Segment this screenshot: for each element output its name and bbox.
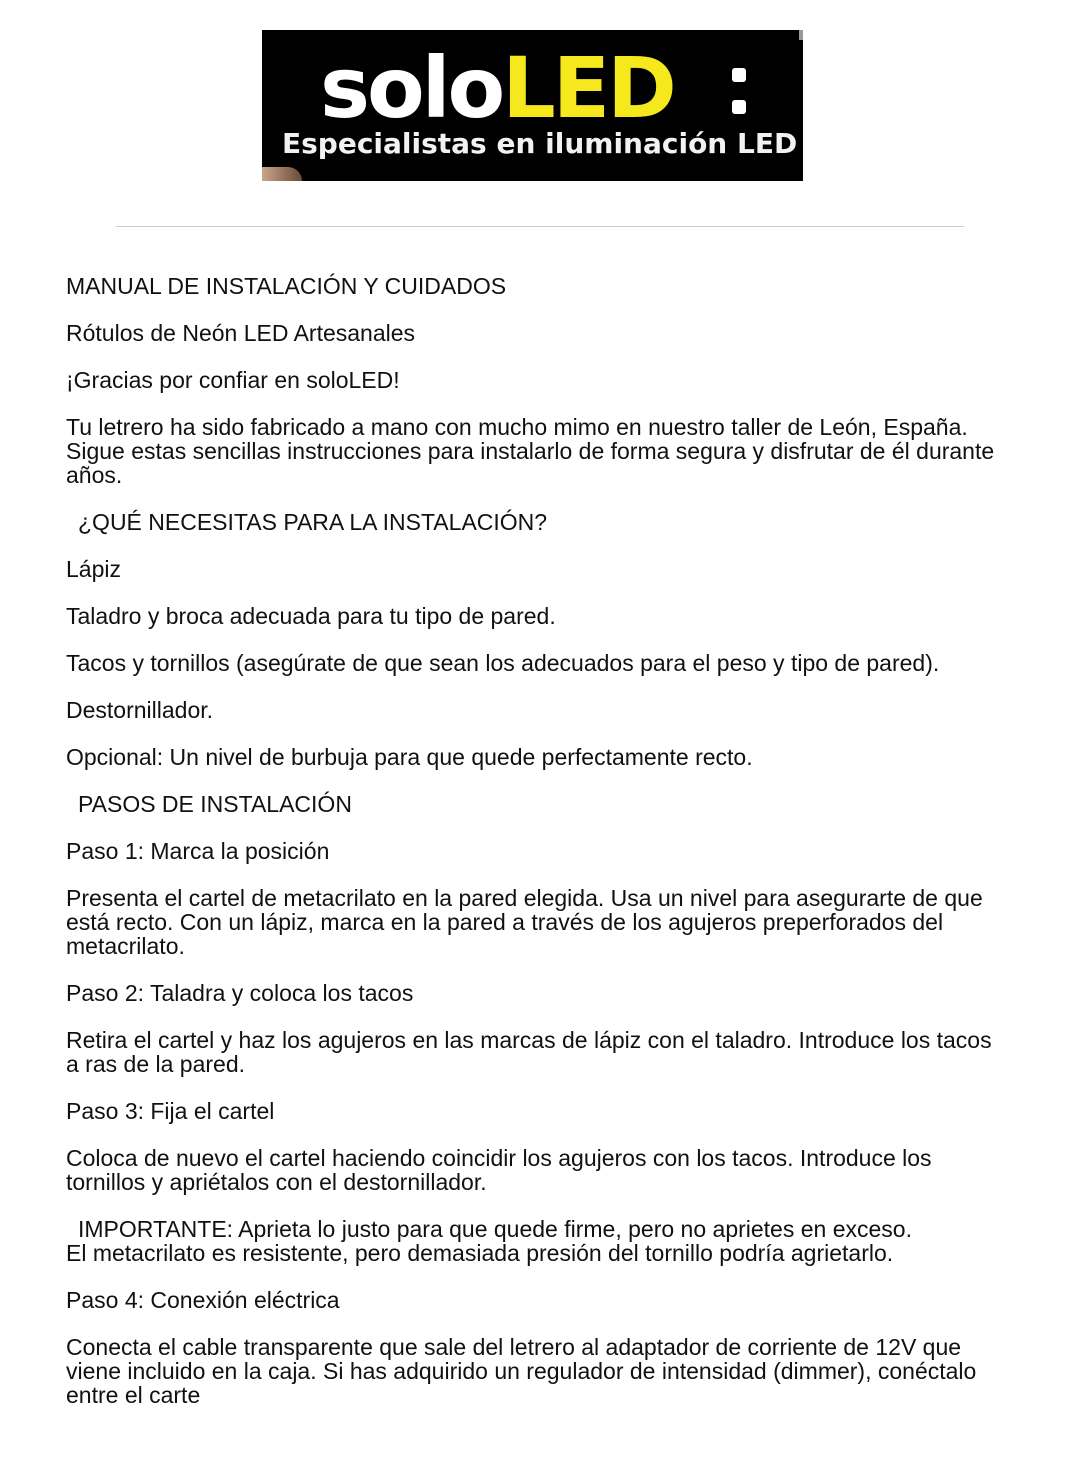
- logo-tagline: Especialistas en iluminación LED: [282, 127, 798, 160]
- important-line-2: El metacrilato es resistente, pero demasiada presión del tornillo podría agrietarlo.: [66, 1240, 894, 1266]
- manual-content: [66, 274, 1006, 1430]
- step-title: Paso 4: Conexión eléctrica: [66, 1287, 340, 1313]
- needs-item: Destornillador.: [66, 697, 214, 723]
- step-body: Retira el cartel y haz los agujeros en las marcas de lápiz con el taladro. Introduce los tacos a ras de la pared.: [66, 1027, 992, 1077]
- important-note: [66, 1217, 1006, 1265]
- sololed-logo: [262, 30, 803, 181]
- needs-item: Taladro y broca adecuada para tu tipo de pared.: [66, 603, 556, 629]
- step-body: Presenta el cartel de metacrilato en la pared elegida. Usa un nivel para asegurarte de que está recto. Con un lápiz, marca en la pared a través de los agujeros preperforados del metacrilato.: [66, 885, 983, 959]
- needs-item: Opcional: Un nivel de burbuja para que quede perfectamente recto.: [66, 744, 753, 770]
- important-line-1: IMPORTANTE: Aprieta lo justo para que quede firme, pero no aprietes en exceso.: [78, 1216, 912, 1242]
- logo-brand-led: LED: [502, 39, 674, 137]
- thanks-line: ¡Gracias por confiar en soloLED!: [66, 367, 400, 393]
- logo-photo-fragment: [262, 167, 302, 181]
- logo-frame-edge: [799, 30, 803, 40]
- logo-brand-solo: solo: [320, 39, 503, 137]
- header-divider: [116, 226, 964, 227]
- needs-item: Tacos y tornillos (asegúrate de que sean los adecuados para el peso y tipo de pared).: [66, 650, 940, 676]
- needs-heading: ¿QUÉ NECESITAS PARA LA INSTALACIÓN?: [78, 509, 548, 535]
- step-title: Paso 3: Fija el cartel: [66, 1098, 275, 1124]
- manual-subtitle: Rótulos de Neón LED Artesanales: [66, 320, 416, 346]
- step-title: Paso 2: Taladra y coloca los tacos: [66, 980, 414, 1006]
- step-title: Paso 1: Marca la posición: [66, 838, 330, 864]
- logo-colon-icon: [732, 60, 746, 120]
- step-body: Coloca de nuevo el cartel haciendo coincidir los agujeros con los tacos. Introduce los tornillos y apriétalos con el destornillador.: [66, 1145, 932, 1195]
- manual-title: MANUAL DE INSTALACIÓN Y CUIDADOS: [66, 273, 507, 299]
- intro-paragraph: Tu letrero ha sido fabricado a mano con mucho mimo en nuestro taller de León, España. Sigue estas sencillas instrucciones para instalarlo de forma segura y disfrutar de él durante años.: [66, 414, 995, 488]
- needs-item: Lápiz: [66, 556, 121, 582]
- steps-heading: PASOS DE INSTALACIÓN: [78, 791, 352, 817]
- step-body: Conecta el cable transparente que sale del letrero al adaptador de corriente de 12V que viene incluido en la caja. Si has adquirido un regulador de intensidad (dimmer), conéctalo entre el carte: [66, 1334, 977, 1408]
- logo-brand-name: [320, 38, 674, 138]
